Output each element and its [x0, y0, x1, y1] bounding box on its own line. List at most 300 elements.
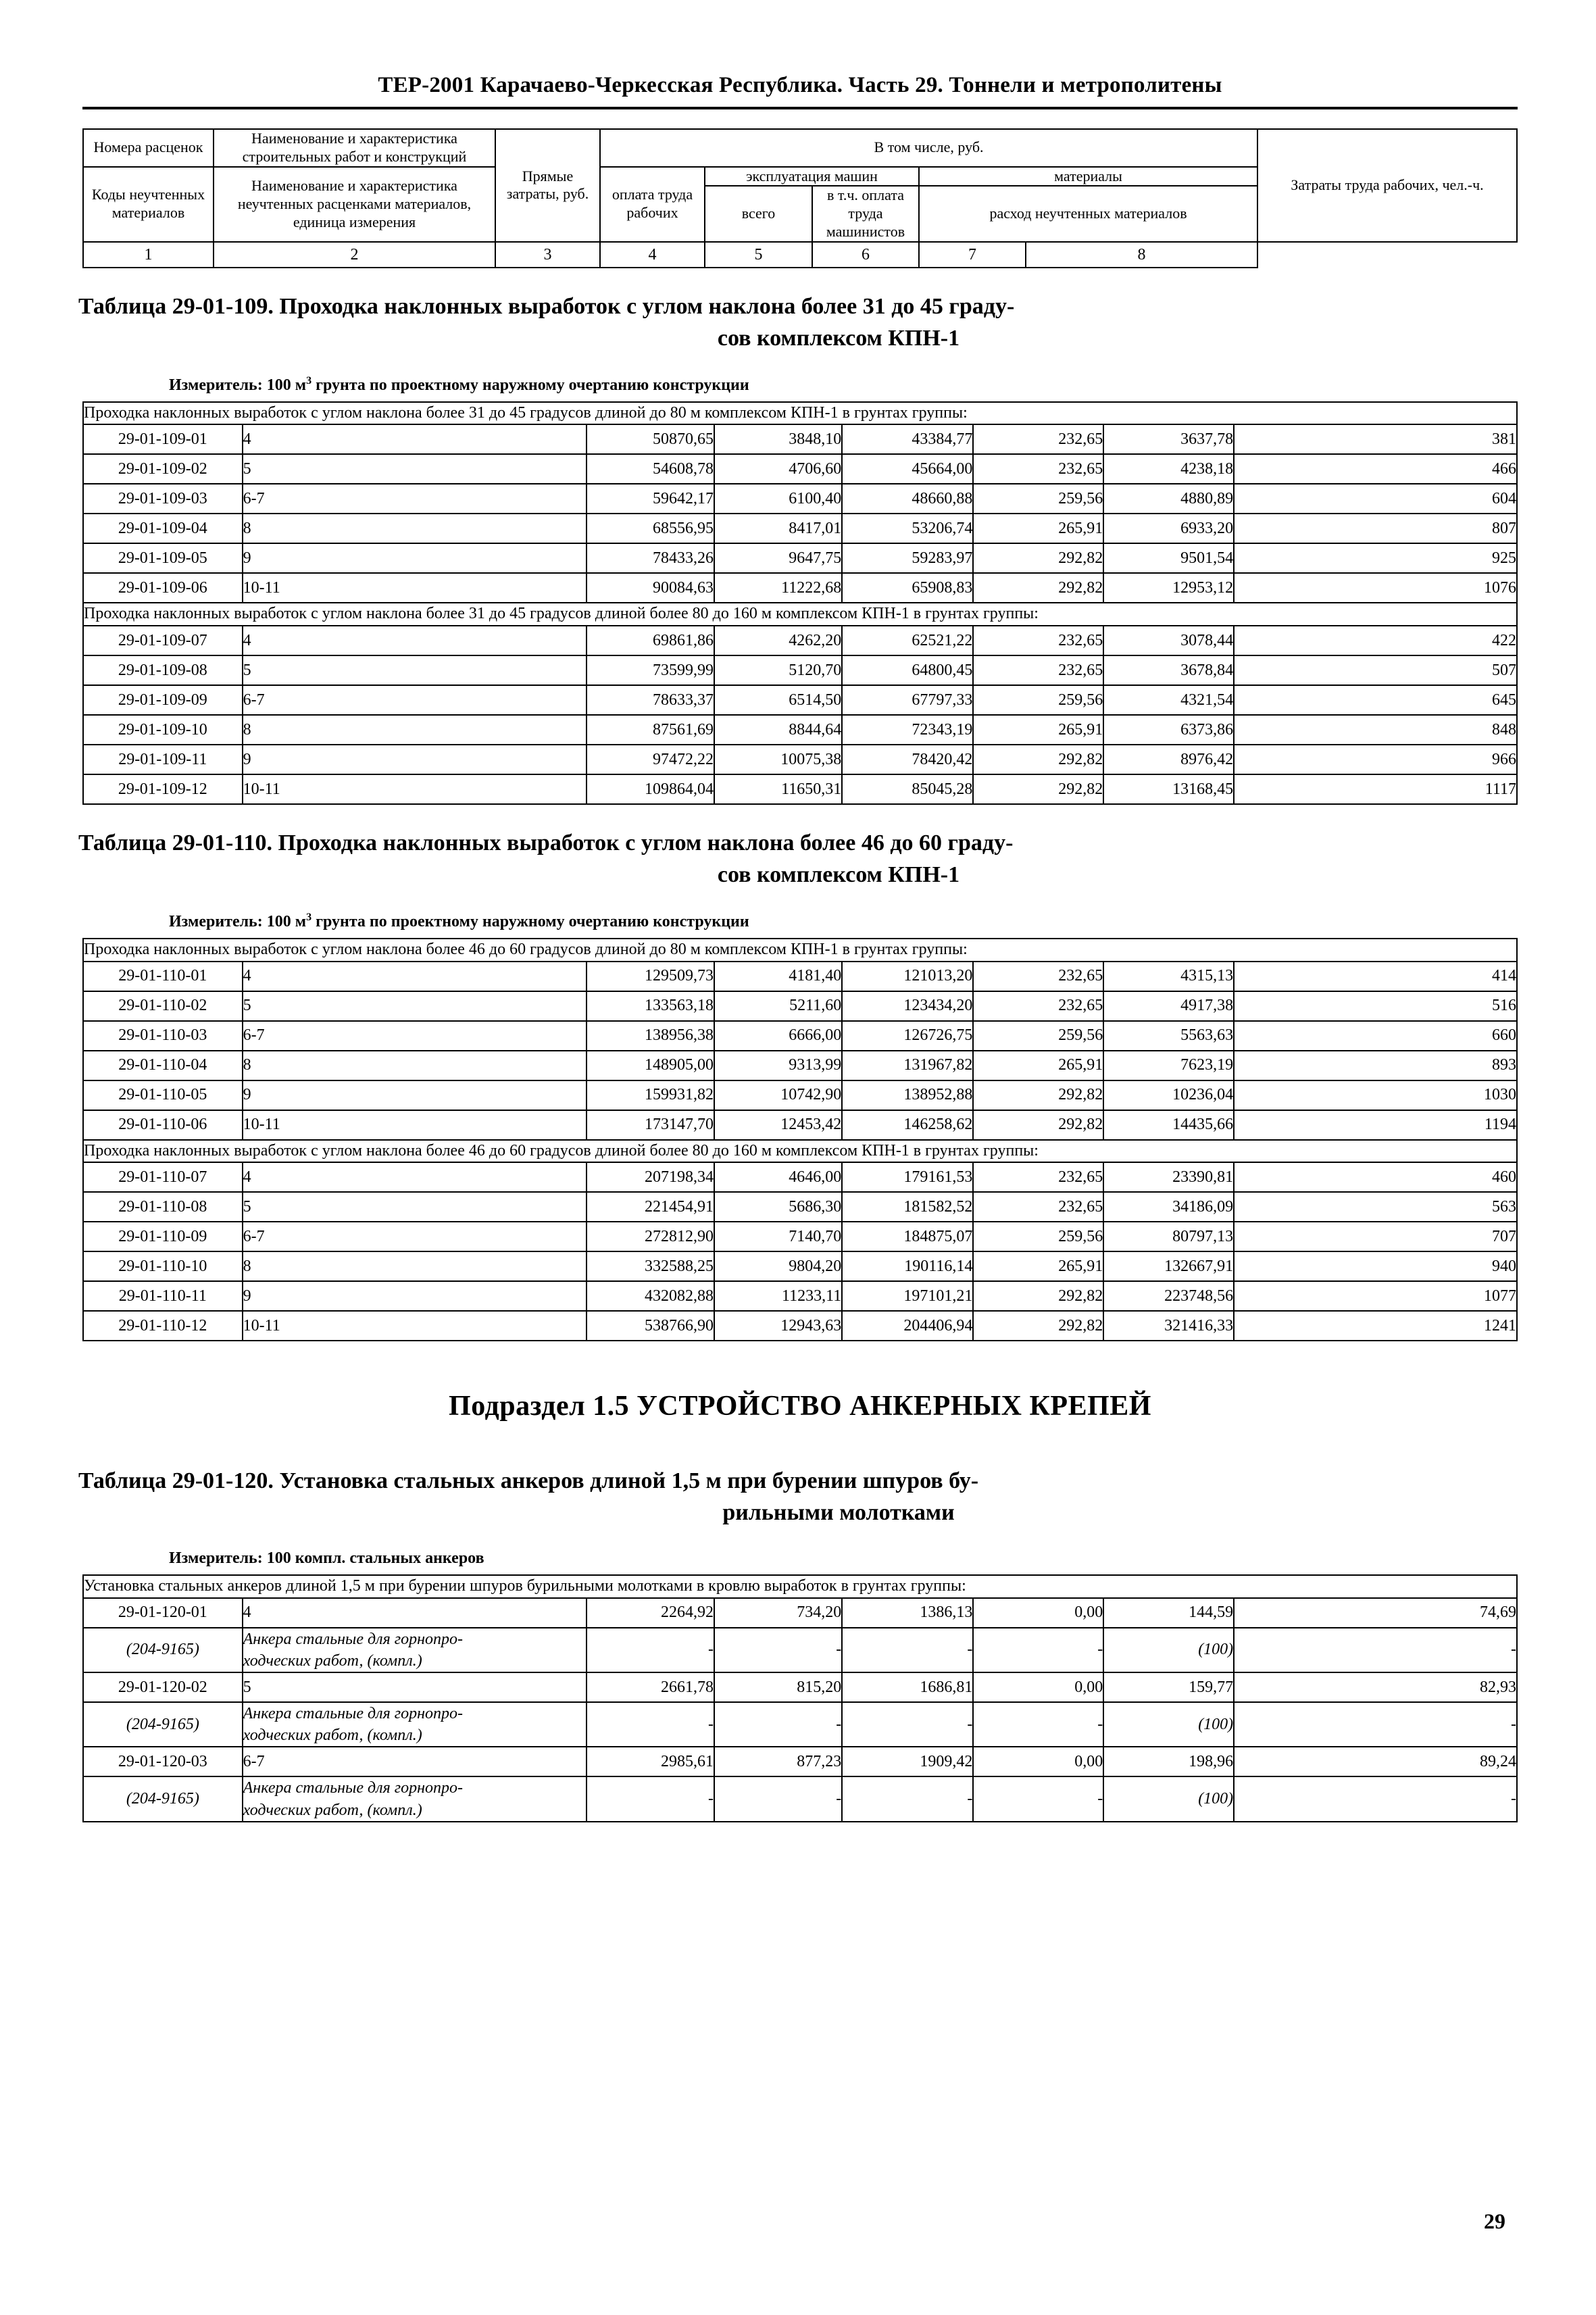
- cell-material-labor-pay: -: [714, 1776, 842, 1821]
- colnum-2: 2: [214, 242, 495, 268]
- group-heading-row: [83, 1140, 1517, 1163]
- cell-labor-hours: 1030: [1234, 1080, 1517, 1110]
- cell-material-name: [243, 1702, 587, 1747]
- cell-direct-costs: 173147,70: [587, 1110, 714, 1140]
- cell-direct-costs: 2661,78: [587, 1672, 714, 1702]
- cell-group: 6-7: [243, 484, 587, 514]
- cell-direct-costs: 2264,92: [587, 1598, 714, 1628]
- table-row: [83, 1281, 1517, 1311]
- table-row: [83, 774, 1517, 804]
- cell-labor-pay: 10742,90: [714, 1080, 842, 1110]
- cell-operators-pay: 259,56: [973, 1222, 1103, 1251]
- cell-operators-pay: 0,00: [973, 1672, 1103, 1702]
- table-row: [83, 626, 1517, 655]
- table-title-block-110: [78, 805, 1518, 938]
- cell-operators-pay: 292,82: [973, 774, 1103, 804]
- table-title-109-line1: Таблица 29-01-109. Проходка наклонных выработок с углом наклона более 31 до 45 граду-: [78, 293, 1015, 319]
- header-col7: расход неучтенных материалов: [919, 186, 1257, 241]
- data-table-110: [82, 938, 1518, 1341]
- cell-labor-pay: 4262,20: [714, 626, 842, 655]
- column-header-table: [82, 128, 1518, 268]
- measurer-110-suffix: грунта по проектному наружному очертанию конструкции: [311, 912, 749, 930]
- measurer-109-prefix: Измеритель: 100 м: [169, 376, 307, 394]
- cell-labor-pay: 8844,64: [714, 715, 842, 745]
- table-row: [83, 715, 1517, 745]
- cell-materials: 8976,42: [1103, 745, 1234, 774]
- cell-materials: 4917,38: [1103, 991, 1234, 1021]
- cell-labor-hours: 460: [1234, 1162, 1517, 1192]
- cell-operators-pay: 265,91: [973, 1051, 1103, 1080]
- cell-labor-pay: 5120,70: [714, 655, 842, 685]
- cell-group: 4: [243, 626, 587, 655]
- cell-direct-costs: 221454,91: [587, 1192, 714, 1222]
- cell-labor-pay: 7140,70: [714, 1222, 842, 1251]
- table-title-110-line1: Таблица 29-01-110. Проходка наклонных выработок с углом наклона более 46 до 60 граду-: [78, 830, 1014, 856]
- cell-material-code: (204-9165): [83, 1776, 243, 1821]
- table-row: [83, 991, 1517, 1021]
- cell-group: 4: [243, 1598, 587, 1628]
- cell-code: 29-01-110-09: [83, 1222, 243, 1251]
- cell-code: 29-01-109-12: [83, 774, 243, 804]
- header-col1-top: Номера расценок: [83, 129, 214, 167]
- cell-labor-hours: 848: [1234, 715, 1517, 745]
- cell-machines-total: 184875,07: [842, 1222, 973, 1251]
- cell-operators-pay: 292,82: [973, 1281, 1103, 1311]
- cell-material-machines-total: -: [842, 1776, 973, 1821]
- cell-group: 8: [243, 1251, 587, 1281]
- page-number: 29: [1484, 2209, 1505, 2233]
- cell-direct-costs: 148905,00: [587, 1051, 714, 1080]
- cell-materials: 80797,13: [1103, 1222, 1234, 1251]
- header-col5: всего: [705, 186, 812, 241]
- table-row: [83, 1110, 1517, 1140]
- colnum-4: 4: [600, 242, 705, 268]
- cell-code: 29-01-109-05: [83, 543, 243, 573]
- cell-labor-pay: 5211,60: [714, 991, 842, 1021]
- cell-operators-pay: 292,82: [973, 1080, 1103, 1110]
- cell-labor-pay: 3848,10: [714, 424, 842, 454]
- cell-group: 8: [243, 1051, 587, 1080]
- cell-group: 6-7: [243, 685, 587, 715]
- cell-material-labor-pay: -: [714, 1702, 842, 1747]
- cell-machines-total: 65908,83: [842, 573, 973, 603]
- cell-labor-hours: 422: [1234, 626, 1517, 655]
- table-row: [83, 1311, 1517, 1341]
- cell-group: 9: [243, 1281, 587, 1311]
- cell-material-consumption: (100): [1103, 1776, 1234, 1821]
- cell-group: 10-11: [243, 1311, 587, 1341]
- cell-direct-costs: 332588,25: [587, 1251, 714, 1281]
- cell-labor-pay: 9804,20: [714, 1251, 842, 1281]
- cell-labor-pay: 4181,40: [714, 962, 842, 991]
- table-row: [83, 1162, 1517, 1192]
- cell-machines-total: 53206,74: [842, 514, 973, 543]
- cell-code: 29-01-110-08: [83, 1192, 243, 1222]
- measurer-110: [82, 891, 1518, 938]
- cell-machines-total: 48660,88: [842, 484, 973, 514]
- cell-labor-hours: 940: [1234, 1251, 1517, 1281]
- cell-labor-pay: 11650,31: [714, 774, 842, 804]
- cell-group: 6-7: [243, 1222, 587, 1251]
- group-heading-109-2: Проходка наклонных выработок с углом наклона более 31 до 45 градусов длиной более 80 до 160 м комплексом КПН-1 в грунтах группы:: [83, 603, 1517, 626]
- table-row: [83, 1080, 1517, 1110]
- cell-materials: 3078,44: [1103, 626, 1234, 655]
- cell-machines-total: 1386,13: [842, 1598, 973, 1628]
- cell-operators-pay: 259,56: [973, 1021, 1103, 1051]
- header-group-total: В том числе, руб.: [600, 129, 1257, 167]
- cell-labor-hours: 1076: [1234, 573, 1517, 603]
- cell-labor-hours: 925: [1234, 543, 1517, 573]
- header-col1-bottom: Коды неучтенных материалов: [83, 167, 214, 242]
- cell-labor-pay: 6514,50: [714, 685, 842, 715]
- cell-materials: 5563,63: [1103, 1021, 1234, 1051]
- cell-code: 29-01-110-12: [83, 1311, 243, 1341]
- table-title-block-109: [78, 268, 1518, 401]
- cell-direct-costs: 207198,34: [587, 1162, 714, 1192]
- cell-group: 10-11: [243, 774, 587, 804]
- cell-materials: 7623,19: [1103, 1051, 1234, 1080]
- cell-machines-total: 123434,20: [842, 991, 973, 1021]
- cell-direct-costs: 54608,78: [587, 454, 714, 484]
- page-content: [78, 128, 1518, 1822]
- cell-materials: 4321,54: [1103, 685, 1234, 715]
- table-title-109-line2: сов комплексом КПН-1: [717, 325, 960, 351]
- cell-direct-costs: 538766,90: [587, 1311, 714, 1341]
- cell-operators-pay: 0,00: [973, 1598, 1103, 1628]
- cell-operators-pay: 292,82: [973, 1311, 1103, 1341]
- cell-material-name: [243, 1776, 587, 1821]
- table-title-120-line2: рильными молотками: [722, 1500, 955, 1526]
- cell-machines-total: 85045,28: [842, 774, 973, 804]
- cell-materials: 10236,04: [1103, 1080, 1234, 1110]
- cell-code: 29-01-109-04: [83, 514, 243, 543]
- cell-group: 5: [243, 991, 587, 1021]
- table-row: [83, 514, 1517, 543]
- cell-materials: 4880,89: [1103, 484, 1234, 514]
- cell-labor-hours: 707: [1234, 1222, 1517, 1251]
- running-header: ТЕР-2001 Карачаево-Черкесская Республика. Часть 29. Тоннели и метрополитены: [378, 73, 1222, 97]
- cell-machines-total: 62521,22: [842, 626, 973, 655]
- cell-group: 5: [243, 1192, 587, 1222]
- colnum-3: 3: [495, 242, 600, 268]
- cell-material-machines-total: -: [842, 1628, 973, 1672]
- cell-materials: 13168,45: [1103, 774, 1234, 804]
- cell-group: 8: [243, 715, 587, 745]
- header-group-machines: эксплуатация машин: [705, 167, 919, 186]
- cell-direct-costs: 78433,26: [587, 543, 714, 573]
- cell-code: 29-01-109-06: [83, 573, 243, 603]
- cell-labor-hours: 507: [1234, 655, 1517, 685]
- cell-direct-costs: 133563,18: [587, 991, 714, 1021]
- cell-materials: 3637,78: [1103, 424, 1234, 454]
- cell-materials: 3678,84: [1103, 655, 1234, 685]
- header-col2-top: Наименование и характеристика строительных работ и конструкций: [214, 129, 495, 167]
- cell-labor-pay: 11233,11: [714, 1281, 842, 1311]
- cell-operators-pay: 232,65: [973, 626, 1103, 655]
- cell-labor-pay: 10075,38: [714, 745, 842, 774]
- cell-labor-pay: 6100,40: [714, 484, 842, 514]
- cell-direct-costs: 109864,04: [587, 774, 714, 804]
- cell-labor-hours: 74,69: [1234, 1598, 1517, 1628]
- cell-code: 29-01-109-09: [83, 685, 243, 715]
- cell-machines-total: 131967,82: [842, 1051, 973, 1080]
- cell-labor-hours: 893: [1234, 1051, 1517, 1080]
- cell-labor-hours: 1077: [1234, 1281, 1517, 1311]
- cell-operators-pay: 232,65: [973, 1162, 1103, 1192]
- material-row: [83, 1628, 1517, 1672]
- cell-materials: 198,96: [1103, 1747, 1234, 1776]
- cell-direct-costs: 272812,90: [587, 1222, 714, 1251]
- cell-group: 9: [243, 543, 587, 573]
- header-row-1: [83, 129, 1517, 167]
- measurer-110-prefix: Измеритель: 100 м: [169, 912, 307, 930]
- cell-labor-hours: 660: [1234, 1021, 1517, 1051]
- cell-material-code: (204-9165): [83, 1702, 243, 1747]
- header-col2-bottom: Наименование и характеристика неучтенных расценками материалов, единица измерения: [214, 167, 495, 242]
- cell-group: 9: [243, 1080, 587, 1110]
- cell-labor-pay: 877,23: [714, 1747, 842, 1776]
- table-title-110-line2: сов комплексом КПН-1: [717, 862, 960, 888]
- material-name-line2: ходческих работ, (компл.): [243, 1726, 422, 1745]
- cell-material-operators-pay: -: [973, 1702, 1103, 1747]
- cell-direct-costs: 69861,86: [587, 626, 714, 655]
- cell-code: 29-01-110-11: [83, 1281, 243, 1311]
- table-row: [83, 1598, 1517, 1628]
- table-row: [83, 543, 1517, 573]
- cell-group: 10-11: [243, 573, 587, 603]
- material-name-line2: ходческих работ, (компл.): [243, 1651, 422, 1670]
- cell-materials: 34186,09: [1103, 1192, 1234, 1222]
- cell-materials: 6373,86: [1103, 715, 1234, 745]
- cell-labor-hours: 1194: [1234, 1110, 1517, 1140]
- cell-labor-hours: 381: [1234, 424, 1517, 454]
- table-row: [83, 1222, 1517, 1251]
- cell-labor-pay: 12453,42: [714, 1110, 842, 1140]
- cell-machines-total: 179161,53: [842, 1162, 973, 1192]
- cell-operators-pay: 265,91: [973, 1251, 1103, 1281]
- table-row: [83, 1251, 1517, 1281]
- header-divider: [82, 107, 1518, 109]
- cell-machines-total: 67797,33: [842, 685, 973, 715]
- cell-code: 29-01-109-03: [83, 484, 243, 514]
- measurer-109-suffix: грунта по проектному наружному очертанию конструкции: [311, 376, 749, 394]
- cell-materials: 6933,20: [1103, 514, 1234, 543]
- cell-labor-pay: 734,20: [714, 1598, 842, 1628]
- cell-operators-pay: 259,56: [973, 685, 1103, 715]
- table-row: [83, 655, 1517, 685]
- cell-machines-total: 1909,42: [842, 1747, 973, 1776]
- cell-group: 9: [243, 745, 587, 774]
- cell-operators-pay: 0,00: [973, 1747, 1103, 1776]
- cell-materials: 223748,56: [1103, 1281, 1234, 1311]
- cell-machines-total: 78420,42: [842, 745, 973, 774]
- cell-material-direct-costs: -: [587, 1776, 714, 1821]
- group-heading-row: [83, 939, 1517, 962]
- cell-material-labor-hours: -: [1234, 1628, 1517, 1672]
- cell-materials: 14435,66: [1103, 1110, 1234, 1140]
- cell-operators-pay: 232,65: [973, 1192, 1103, 1222]
- cell-machines-total: 190116,14: [842, 1251, 973, 1281]
- cell-materials: 132667,91: [1103, 1251, 1234, 1281]
- cell-materials: 4238,18: [1103, 454, 1234, 484]
- cell-materials: 4315,13: [1103, 962, 1234, 991]
- cell-material-direct-costs: -: [587, 1628, 714, 1672]
- cell-operators-pay: 265,91: [973, 715, 1103, 745]
- cell-operators-pay: 292,82: [973, 573, 1103, 603]
- cell-direct-costs: 432082,88: [587, 1281, 714, 1311]
- cell-machines-total: 59283,97: [842, 543, 973, 573]
- cell-direct-costs: 159931,82: [587, 1080, 714, 1110]
- measurer-120: Измеритель: 100 компл. стальных анкеров: [169, 1549, 484, 1568]
- colnum-7: 7: [919, 242, 1026, 268]
- cell-group: 5: [243, 1672, 587, 1702]
- table-row: [83, 685, 1517, 715]
- cell-machines-total: 204406,94: [842, 1311, 973, 1341]
- table-title-120: [78, 1466, 1518, 1529]
- group-heading-120: Установка стальных анкеров длиной 1,5 м при бурении шпуров бурильными молотками в кровлю выработок в грунтах группы:: [83, 1575, 1517, 1598]
- header-col6: в т.ч. оплата труда машинистов: [812, 186, 919, 241]
- cell-code: 29-01-109-08: [83, 655, 243, 685]
- cell-machines-total: 43384,77: [842, 424, 973, 454]
- cell-direct-costs: 59642,17: [587, 484, 714, 514]
- cell-code: 29-01-120-02: [83, 1672, 243, 1702]
- cell-code: 29-01-110-05: [83, 1080, 243, 1110]
- cell-direct-costs: 97472,22: [587, 745, 714, 774]
- header-group-materials: материалы: [919, 167, 1257, 186]
- table-row: [83, 745, 1517, 774]
- table-title-109: [78, 291, 1518, 355]
- cell-materials: 12953,12: [1103, 573, 1234, 603]
- table-row: [83, 1747, 1517, 1776]
- cell-code: 29-01-110-03: [83, 1021, 243, 1051]
- material-name-line1: Анкера стальные для горнопро-: [243, 1630, 463, 1648]
- group-heading-110-2: Проходка наклонных выработок с углом наклона более 46 до 60 градусов длиной более 80 до 160 м комплексом КПН-1 в грунтах группы:: [83, 1140, 1517, 1163]
- cell-material-operators-pay: -: [973, 1776, 1103, 1821]
- cell-labor-pay: 4706,60: [714, 454, 842, 484]
- cell-code: 29-01-110-01: [83, 962, 243, 991]
- cell-labor-pay: 4646,00: [714, 1162, 842, 1192]
- measurer-109-sup: 3: [306, 374, 312, 387]
- group-heading-row: [83, 603, 1517, 626]
- cell-material-name: [243, 1628, 587, 1672]
- colnum-8: 8: [1026, 242, 1257, 268]
- cell-machines-total: 121013,20: [842, 962, 973, 991]
- cell-group: 4: [243, 1162, 587, 1192]
- cell-direct-costs: 138956,38: [587, 1021, 714, 1051]
- cell-labor-pay: 9313,99: [714, 1051, 842, 1080]
- cell-labor-hours: 1241: [1234, 1311, 1517, 1341]
- cell-materials: 23390,81: [1103, 1162, 1234, 1192]
- cell-operators-pay: 232,65: [973, 424, 1103, 454]
- cell-direct-costs: 73599,99: [587, 655, 714, 685]
- cell-machines-total: 197101,21: [842, 1281, 973, 1311]
- cell-code: 29-01-120-01: [83, 1598, 243, 1628]
- cell-labor-hours: 966: [1234, 745, 1517, 774]
- cell-code: 29-01-110-02: [83, 991, 243, 1021]
- cell-machines-total: 146258,62: [842, 1110, 973, 1140]
- cell-code: 29-01-109-11: [83, 745, 243, 774]
- cell-code: 29-01-109-01: [83, 424, 243, 454]
- cell-labor-pay: 9647,75: [714, 543, 842, 573]
- cell-group: 8: [243, 514, 587, 543]
- cell-group: 4: [243, 962, 587, 991]
- cell-material-machines-total: -: [842, 1702, 973, 1747]
- cell-labor-pay: 11222,68: [714, 573, 842, 603]
- cell-materials: 9501,54: [1103, 543, 1234, 573]
- colnum-6: 6: [812, 242, 919, 268]
- table-row: [83, 1021, 1517, 1051]
- cell-code: 29-01-110-06: [83, 1110, 243, 1140]
- cell-material-consumption: (100): [1103, 1628, 1234, 1672]
- cell-group: 10-11: [243, 1110, 587, 1140]
- cell-group: 5: [243, 454, 587, 484]
- data-table-109: [82, 401, 1518, 805]
- cell-labor-hours: 604: [1234, 484, 1517, 514]
- cell-operators-pay: 259,56: [973, 484, 1103, 514]
- cell-labor-pay: 8417,01: [714, 514, 842, 543]
- table-row: [83, 1051, 1517, 1080]
- material-row: [83, 1702, 1517, 1747]
- cell-material-labor-hours: -: [1234, 1776, 1517, 1821]
- cell-labor-hours: 563: [1234, 1192, 1517, 1222]
- cell-material-labor-pay: -: [714, 1628, 842, 1672]
- cell-labor-hours: 645: [1234, 685, 1517, 715]
- table-row: [83, 962, 1517, 991]
- material-row: [83, 1776, 1517, 1821]
- cell-direct-costs: 78633,37: [587, 685, 714, 715]
- table-row: [83, 1672, 1517, 1702]
- subsection-heading: Подраздел 1.5 УСТРОЙСТВО АНКЕРНЫХ КРЕПЕЙ: [449, 1391, 1151, 1422]
- cell-code: 29-01-109-10: [83, 715, 243, 745]
- data-table-120: [82, 1574, 1518, 1822]
- cell-labor-hours: 807: [1234, 514, 1517, 543]
- cell-operators-pay: 232,65: [973, 991, 1103, 1021]
- table-row: [83, 424, 1517, 454]
- cell-materials: 321416,33: [1103, 1311, 1234, 1341]
- cell-code: 29-01-110-04: [83, 1051, 243, 1080]
- cell-machines-total: 45664,00: [842, 454, 973, 484]
- cell-direct-costs: 87561,69: [587, 715, 714, 745]
- measurer-109: [82, 355, 1518, 401]
- table-title-block-120: [78, 1466, 1518, 1574]
- cell-operators-pay: 292,82: [973, 1110, 1103, 1140]
- cell-operators-pay: 232,65: [973, 454, 1103, 484]
- cell-code: 29-01-109-02: [83, 454, 243, 484]
- cell-labor-hours: 82,93: [1234, 1672, 1517, 1702]
- group-heading-110-1: Проходка наклонных выработок с углом наклона более 46 до 60 градусов длиной до 80 м комплексом КПН-1 в грунтах группы:: [83, 939, 1517, 962]
- cell-operators-pay: 292,82: [973, 543, 1103, 573]
- cell-material-direct-costs: -: [587, 1702, 714, 1747]
- material-name-line1: Анкера стальные для горнопро-: [243, 1705, 463, 1723]
- cell-operators-pay: 232,65: [973, 655, 1103, 685]
- group-heading-row: [83, 402, 1517, 425]
- header-row-numbers: [83, 242, 1517, 268]
- header-col4: оплата труда рабочих: [600, 167, 705, 242]
- material-name-line1: Анкера стальные для горнопро-: [243, 1779, 463, 1797]
- cell-materials: 144,59: [1103, 1598, 1234, 1628]
- cell-direct-costs: 68556,95: [587, 514, 714, 543]
- cell-machines-total: 1686,81: [842, 1672, 973, 1702]
- cell-direct-costs: 90084,63: [587, 573, 714, 603]
- cell-code: 29-01-109-07: [83, 626, 243, 655]
- cell-group: 4: [243, 424, 587, 454]
- cell-labor-hours: 89,24: [1234, 1747, 1517, 1776]
- cell-materials: 159,77: [1103, 1672, 1234, 1702]
- cell-machines-total: 138952,88: [842, 1080, 973, 1110]
- colnum-1: 1: [83, 242, 214, 268]
- cell-labor-hours: 516: [1234, 991, 1517, 1021]
- cell-labor-pay: 6666,00: [714, 1021, 842, 1051]
